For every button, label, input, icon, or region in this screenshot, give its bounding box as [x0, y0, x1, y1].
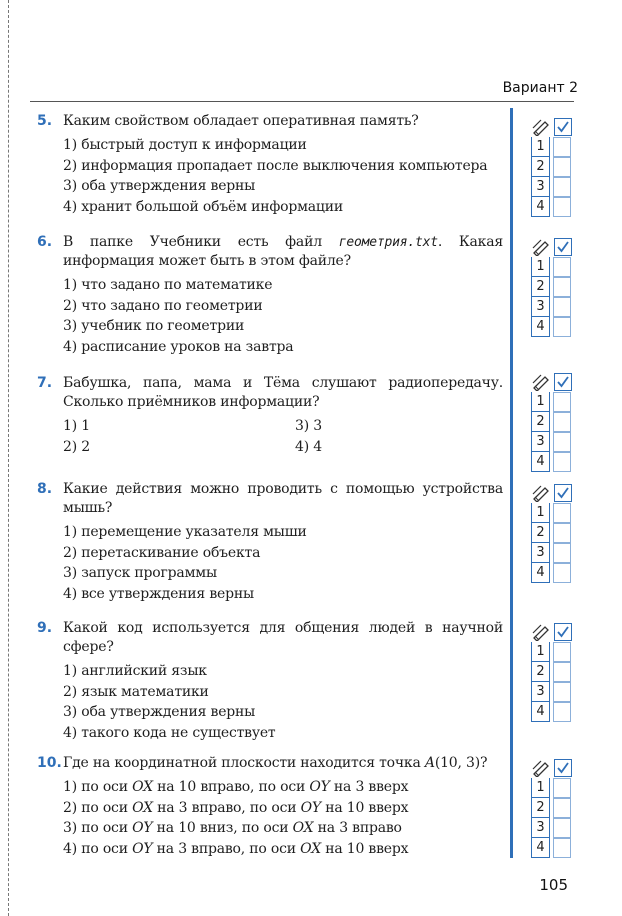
answer-cell[interactable]: [553, 197, 571, 217]
answer-box-9: [531, 622, 573, 722]
option-2: 2) по оси OX на 3 вправо, по оси OY на 10 вверх: [63, 799, 409, 816]
question-8: [37, 480, 503, 604]
question-7: [37, 374, 503, 457]
answer-cell[interactable]: [553, 503, 571, 523]
question-number: 10.: [37, 755, 62, 771]
question-text: Бабушка, папа, мама и Тёма слушают радиопередачу. Сколько приёмников информации?: [63, 375, 503, 410]
answer-number: 1: [531, 642, 550, 662]
option-2: 2) что задано по геометрии: [63, 297, 263, 314]
question-number: 9.: [37, 620, 53, 636]
answer-number: 4: [531, 563, 550, 583]
answer-number: 2: [531, 277, 550, 297]
option-3: 3) запуск программы: [63, 565, 217, 581]
answer-number: 3: [531, 177, 550, 197]
answer-number: 1: [531, 778, 550, 798]
question-text: Где на координатной плоскости находится точка A(10, 3)?: [63, 755, 488, 771]
answer-cell[interactable]: [553, 798, 571, 818]
question-text: Какой код используется для общения людей в научной сфере?: [63, 620, 503, 655]
answer-cell[interactable]: [553, 523, 571, 543]
answer-number: 1: [531, 503, 550, 523]
pencil-icon: [531, 373, 551, 391]
option-4: 4) 4: [295, 438, 322, 455]
option-3: 3) оба утверждения верны: [63, 178, 256, 194]
check-icon: [554, 118, 572, 136]
pencil-icon: [531, 759, 551, 777]
answer-cell[interactable]: [553, 177, 571, 197]
answer-number: 2: [531, 662, 550, 682]
answer-cell[interactable]: [553, 662, 571, 682]
answer-number: 3: [531, 297, 550, 317]
answer-number: 4: [531, 702, 550, 722]
point-name: A: [424, 755, 435, 771]
question-number: 7.: [37, 375, 53, 391]
answer-box-8: [531, 483, 573, 583]
answer-number: 4: [531, 317, 550, 337]
option-3: 3) учебник по геометрии: [63, 318, 245, 334]
pencil-icon: [531, 118, 551, 136]
option-4: 4) расписание уроков на завтра: [63, 338, 294, 355]
question-number: 8.: [37, 481, 53, 497]
option-4: 4) по оси OY на 3 вправо, по оси OX на 10 вверх: [63, 840, 409, 857]
question-number: 5.: [37, 113, 53, 129]
cut-line: [8, 0, 9, 916]
answer-cell[interactable]: [553, 392, 571, 412]
answer-cell[interactable]: [553, 682, 571, 702]
option-1: 1) английский язык: [63, 663, 207, 679]
answer-cell[interactable]: [553, 137, 571, 157]
question-text: Каким свойством обладает оперативная память?: [63, 113, 419, 129]
option-1: 1) 1: [63, 418, 90, 434]
pencil-icon: [531, 623, 551, 641]
question-6: [37, 233, 503, 357]
answer-cell[interactable]: [553, 702, 571, 722]
check-icon: [554, 623, 572, 641]
answer-box-5: [531, 117, 573, 217]
option-1: 1) быстрый доступ к информации: [63, 137, 307, 153]
answer-box-10: [531, 758, 573, 858]
answer-number: 4: [531, 197, 550, 217]
question-9: [37, 619, 503, 743]
answer-cell[interactable]: [553, 543, 571, 563]
answer-cell[interactable]: [553, 432, 571, 452]
check-icon: [554, 373, 572, 391]
answer-box-6: [531, 237, 573, 337]
option-2: 2) 2: [63, 438, 90, 455]
answer-number: 1: [531, 392, 550, 412]
option-2: 2) язык математики: [63, 683, 209, 700]
option-1: 1) что задано по математике: [63, 277, 273, 293]
option-4: 4) хранит большой объём информации: [63, 198, 343, 215]
option-4: 4) такого кода не существует: [63, 724, 276, 741]
check-icon: [554, 484, 572, 502]
answer-number: 4: [531, 838, 550, 858]
option-1: 1) перемещение указателя мыши: [63, 524, 307, 540]
option-2: 2) перетаскивание объекта: [63, 544, 261, 561]
answer-number: 2: [531, 412, 550, 432]
question-number: 6.: [37, 234, 53, 250]
pencil-icon: [531, 238, 551, 256]
answer-number: 4: [531, 452, 550, 472]
answer-cell[interactable]: [553, 157, 571, 177]
question-5: [37, 112, 503, 217]
check-icon: [554, 238, 572, 256]
answer-cell[interactable]: [553, 297, 571, 317]
option-3: 3) оба утверждения верны: [63, 704, 256, 720]
answer-column-rule: [510, 108, 513, 858]
question-10: [37, 754, 503, 859]
answer-cell[interactable]: [553, 818, 571, 838]
answer-number: 3: [531, 818, 550, 838]
question-text: В папке Учебники есть файл геометрия.txt. Какая информация может быть в этом файле?: [63, 234, 503, 269]
answer-cell[interactable]: [553, 412, 571, 432]
answer-box-7: [531, 372, 573, 472]
check-icon: [554, 759, 572, 777]
answer-cell[interactable]: [553, 277, 571, 297]
answer-number: 2: [531, 157, 550, 177]
answer-cell[interactable]: [553, 257, 571, 277]
filename: геометрия.txt: [338, 235, 438, 250]
answer-number: 2: [531, 798, 550, 818]
answer-cell[interactable]: [553, 778, 571, 798]
answer-cell[interactable]: [553, 838, 571, 858]
answer-cell[interactable]: [553, 642, 571, 662]
answer-cell[interactable]: [553, 563, 571, 583]
option-4: 4) все утверждения верны: [63, 585, 254, 602]
variant-label: Вариант 2: [502, 80, 578, 96]
option-3: 3) 3: [295, 418, 322, 434]
header-rule: [30, 101, 574, 102]
option-3: 3) по оси OY на 10 вниз, по оси OX на 3 вправо: [63, 820, 402, 836]
answer-number: 1: [531, 257, 550, 277]
answer-number: 3: [531, 543, 550, 563]
question-text: Какие действия можно проводить с помощью устройства мышь?: [63, 481, 503, 516]
answer-cell[interactable]: [553, 452, 571, 472]
answer-number: 3: [531, 432, 550, 452]
answer-number: 2: [531, 523, 550, 543]
page-number: 105: [539, 876, 568, 894]
option-1: 1) по оси OX на 10 вправо, по оси OY на 3 вверх: [63, 779, 409, 795]
answer-cell[interactable]: [553, 317, 571, 337]
pencil-icon: [531, 484, 551, 502]
option-2: 2) информация пропадает после выключения компьютера: [63, 157, 488, 174]
answer-number: 3: [531, 682, 550, 702]
answer-number: 1: [531, 137, 550, 157]
